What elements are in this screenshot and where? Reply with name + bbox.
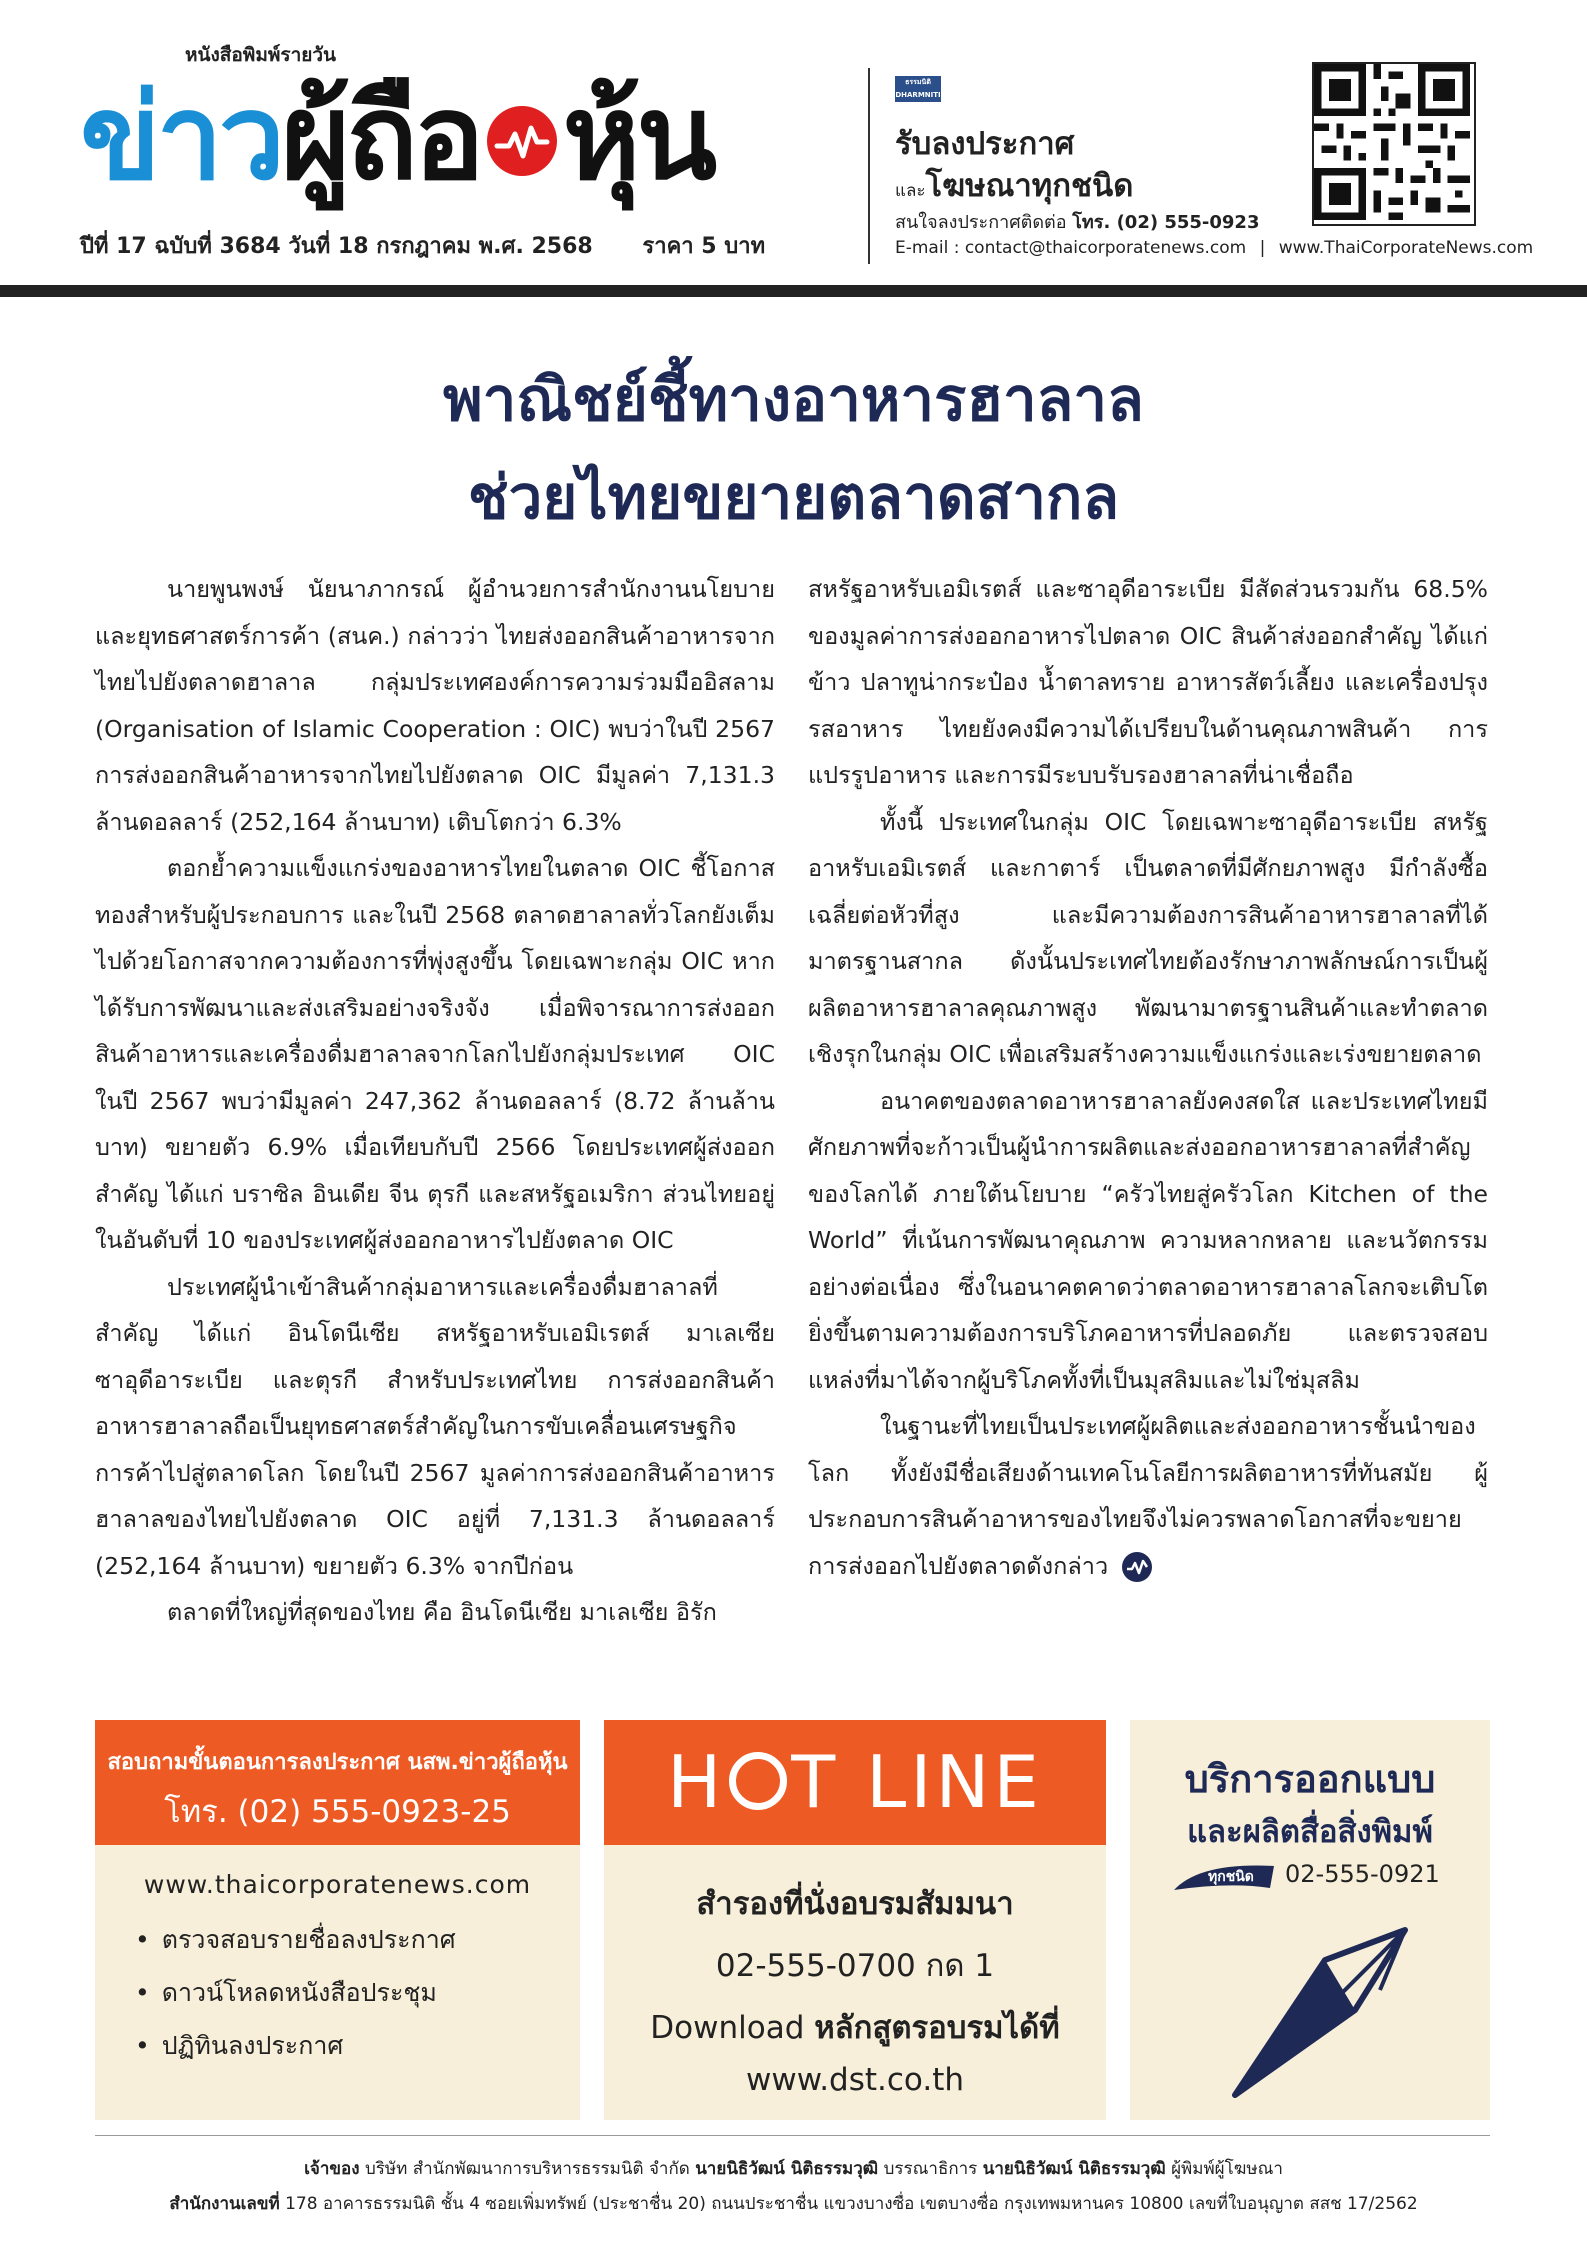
stock-chart-icon — [487, 106, 557, 176]
qr-code-icon[interactable] — [1312, 62, 1476, 226]
article-paragraph: สหรัฐอาหรับเอมิเรตส์ และซาอุดีอาระเบีย มีสัดส่วนรวมกัน 68.5% ของมูลค่าการส่งออกอาหารไปตลาด OIC สินค้าส่งออกสำคัญ ได้แก่ ข้าว ปลาทูน่ากระป๋อง น้ำตาลทราย อาหารสัตว์เลี้ยง และเครื่องปรุงรสอาหาร ไทยยังคงมีความได้เปรียบในด้านคุณภาพสินค้า การแปรรูปอาหาร และการมีระบบรับรองฮาลาลที่น่าเชื่อถือ — [808, 575, 1488, 789]
article-paragraph-text: ในฐานะที่ไทยเป็นประเทศผู้ผลิตและส่งออกอาหารชั้นนำของโลก ทั้งยังมีชื่อเสียงด้านเทคโนโลยีการผลิตอาหารที่ทันสมัย ผู้ประกอบการสินค้าอาหารของไทยจึงไม่ควรพลาดโอกาสที่จะขยายการส่งออกไปยังตลาดดังกล่าว — [808, 1412, 1488, 1580]
announcement-box-phone[interactable]: โทร. (02) 555-0923-25 — [164, 1794, 511, 1830]
article-paragraph-last — [808, 1403, 1488, 1589]
footer-publisher-name: นายนิธิวัฒน์ นิติธรรมวุฒิ — [982, 2159, 1166, 2179]
ad-email[interactable]: E-mail : contact@thaicorporatenews.com — [895, 238, 1247, 258]
print-service-badge-text: ทุกชนิด — [1208, 1869, 1254, 1885]
announcement-box-title: สอบถามขั้นตอนการลงประกาศ นสพ.ข่าวผู้ถือหุ้น — [107, 1750, 568, 1775]
footer-editor-name: นายนิธิวัฒน์ นิติธรรมวุฒิ — [695, 2159, 879, 2179]
phone-icon — [729, 1752, 787, 1810]
ad-email-separator: | — [1259, 238, 1266, 258]
masthead — [0, 0, 1587, 290]
issue-info — [80, 228, 765, 263]
print-service-title-2: และผลิตสื่อสิ่งพิมพ์ — [1187, 1814, 1433, 1850]
footer-line-1 — [0, 2155, 1587, 2182]
announcement-box-website[interactable]: www.thaicorporatenews.com — [143, 1870, 532, 1899]
issue-number-date: ปีที่ 17 ฉบับที่ 3684 วันที่ 18 กรกฎาคม พ.ศ. 2568 — [80, 234, 593, 259]
ad-line-2 — [895, 160, 1133, 210]
hotline-title-left: H — [667, 1740, 726, 1824]
logo-text-part3: หุ้น — [562, 68, 714, 206]
print-logo-icon — [1205, 1920, 1435, 2100]
footer-owner-label: เจ้าของ — [304, 2159, 360, 2179]
announcement-box-header — [95, 1720, 580, 1845]
dharmniti-logo-en: DHARMNITI — [895, 91, 941, 99]
article-column-right — [808, 566, 1488, 1589]
footer-office-address: 178 อาคารธรรมนิติ ชั้น 4 ซอยเพิ่มทรัพย์ (ประชาชื่น 20) ถนนประชาชื่น แขวงบางซื่อ เขตบางซื่อ กรุงเทพมหานคร 10800 เลขที่ใบอนุญาต สสช 17/2562 — [285, 2194, 1418, 2214]
footer-publisher-role: ผู้พิมพ์ผู้โฆษณา — [1171, 2159, 1283, 2179]
hotline-download-prefix: Download — [650, 2010, 805, 2046]
headline-line-2: ช่วยไทยขยายตลาดสากล — [467, 463, 1120, 533]
list-item[interactable]: • ปฏิทินลงประกาศ — [135, 2026, 456, 2079]
masthead-rule — [0, 285, 1587, 297]
hotline-box — [604, 1720, 1106, 2120]
print-service-title-1: บริการออกแบบ — [1184, 1757, 1436, 1801]
masthead-divider — [868, 68, 870, 264]
tagline: หนังสือพิมพ์รายวัน — [185, 44, 337, 66]
ad-contact — [895, 207, 1259, 236]
footer-line-2 — [0, 2190, 1587, 2217]
issue-price: ราคา 5 บาท — [642, 234, 766, 259]
article-paragraph: ตลาดที่ใหญ่ที่สุดของไทย คือ อินโดนีเซีย มาเลเซีย อิรัก — [167, 1598, 717, 1626]
ad-line-2-prefix: และ — [895, 181, 926, 201]
article-paragraph: ทั้งนี้ ประเทศในกลุ่ม OIC โดยเฉพาะซาอุดีอาระเบีย สหรัฐอาหรับเอมิเรตส์ และกาตาร์ เป็นตลาดที่มีศักยภาพสูง มีกำลังซื้อเฉลี่ยต่อหัวที่สูง และมีความต้องการสินค้าอาหารฮาลาลที่ได้มาตรฐานสากล ดังนั้นประเทศไทยต้องรักษาภาพลักษณ์การเป็นผู้ผลิตอาหารฮาลาลคุณภาพสูง พัฒนามาตรฐานสินค้าและทำตลาดเชิงรุกในกลุ่ม OIC เพื่อเสริมสร้างความแข็งแกร่งและเร่งขยายตลาด — [808, 807, 1488, 1068]
hotline-seminar-text: สำรองที่นั่งอบรมสัมมนา — [696, 1886, 1014, 1922]
list-item[interactable]: • ตรวจสอบรายชื่อลงประกาศ — [135, 1920, 456, 1973]
dharmniti-logo-th: ธรรมนิติ — [905, 78, 931, 86]
footer-owner: บริษัท สำนักพัฒนาการบริหารธรรมนิติ จำกัด — [364, 2159, 690, 2179]
print-service-box — [1130, 1720, 1490, 2120]
end-mark-icon — [1122, 1552, 1152, 1582]
hotline-title-right: T LINE — [791, 1740, 1043, 1824]
hotline-website[interactable]: www.dst.co.th — [745, 2062, 965, 2098]
logo-text-part1: ข่าว — [80, 68, 282, 206]
ad-line-1: รับลงประกาศ — [895, 126, 1075, 162]
list-item[interactable]: • ดาวน์โหลดหนังสือประชุม — [135, 1973, 456, 2026]
ad-contact-phone[interactable]: โทร. (02) 555-0923 — [1072, 212, 1260, 233]
article-paragraph: ประเทศผู้นำเข้าสินค้ากลุ่มอาหารและเครื่องดื่มฮาลาลที่สำคัญ ได้แก่ อินโดนีเซีย สหรัฐอาหรับเอมิเรตส์ มาเลเซีย ซาอุดีอาระเบีย และตุรกี สำหรับประเทศไทย การส่งออกสินค้าอาหารฮาลาลถือเป็นยุทธศาสตร์สำคัญในการขับเคลื่อนเศรษฐกิจการค้าไปสู่ตลาดโลก โดยในปี 2567 มูลค่าการส่งออกสินค้าอาหารฮาลาลของไทยไปยังตลาด OIC อยู่ที่ 7,131.3 ล้านดอลลาร์ (252,164 ล้านบาท) ขยายตัว 6.3% จากปีก่อน — [95, 1272, 775, 1580]
footer-rule — [95, 2135, 1490, 2136]
ad-line-2-text: โฆษณาทุกชนิด — [925, 168, 1134, 204]
hotline-title — [604, 1720, 1106, 1845]
hotline-phone[interactable]: 02-555-0700 กด 1 — [715, 1948, 995, 1984]
announcement-box — [95, 1720, 580, 2120]
footer-office-label: สำนักงานเลขที่ — [169, 2194, 280, 2214]
ad-website[interactable]: www.ThaiCorporateNews.com — [1278, 238, 1534, 258]
hotline-download-line — [604, 2002, 1106, 2052]
announcement-box-list — [135, 1920, 456, 2079]
print-service-badge — [1170, 1860, 1280, 1894]
ad-contact-prefix: สนใจลงประกาศติดต่อ — [895, 212, 1067, 233]
article-column-left — [95, 566, 775, 1636]
print-service-phone[interactable]: 02-555-0921 — [1285, 1860, 1440, 1888]
logo-text-part2: ผู้ถือ — [281, 68, 481, 206]
newspaper-logo — [80, 52, 713, 222]
ad-email-line — [895, 238, 1533, 258]
article-paragraph: นายพูนพงษ์ นัยนาภากรณ์ ผู้อำนวยการสำนักงานนโยบายและยุทธศาสตร์การค้า (สนค.) กล่าวว่า ไทยส่งออกสินค้าอาหารจากไทยไปยังตลาดฮาลาล กลุ่มประเทศองค์การความร่วมมืออิสลาม (Organisation of Islamic Cooperation : OIC) พบว่าในปี 2567 การส่งออกสินค้าอาหารจากไทยไปยังตลาด OIC มีมูลค่า 7,131.3 ล้านดอลลาร์ (252,164 ล้านบาท) เติบโตกว่า 6.3% — [95, 575, 775, 836]
footer-editor-role: บรรณาธิการ — [883, 2159, 978, 2179]
dharmniti-logo — [895, 76, 941, 102]
hotline-download-text: หลักสูตรอบรมได้ที่ — [814, 2010, 1060, 2046]
article-paragraph: ตอกย้ำความแข็งแกร่งของอาหารไทยในตลาด OIC ชี้โอกาสทองสำหรับผู้ประกอบการ และในปี 2568 ตลาดฮาลาลทั่วโลกยังเต็มไปด้วยโอกาสจากความต้องการที่พุ่งสูงขึ้น โดยเฉพาะกลุ่ม OIC หากได้รับการพัฒนาและส่งเสริมอย่างจริงจัง เมื่อพิจารณาการส่งออกสินค้าอาหารและเครื่องดื่มฮาลาลจากโลกไปยังกลุ่มประเทศ OIC ในปี 2567 พบว่ามีมูลค่า 247,362 ล้านดอลลาร์ (8.72 ล้านล้านบาท) ขยายตัว 6.9% เมื่อเทียบกับปี 2566 โดยประเทศผู้ส่งออกสำคัญ ได้แก่ บราซิล อินเดีย จีน ตุรกี และสหรัฐอเมริกา ส่วนไทยอยู่ในอันดับที่ 10 ของประเทศผู้ส่งออกอาหารไปยังตลาด OIC — [95, 854, 775, 1254]
article-paragraph: อนาคตของตลาดอาหารฮาลาลยังคงสดใส และประเทศไทยมีศักยภาพที่จะก้าวเป็นผู้นำการผลิตและส่งออกอาหารฮาลาลที่สำคัญของโลกได้ ภายใต้นโยบาย “ครัวไทยสู่ครัวโลก Kitchen of the World” ที่เน้นการพัฒนาคุณภาพ ความหลากหลาย และนวัตกรรมอย่างต่อเนื่อง ซึ่งในอนาคตคาดว่าตลาดอาหารฮาลาลโลกจะเติบโตยิ่งขึ้นตามความต้องการบริโภคอาหารที่ปลอดภัย และตรวจสอบแหล่งที่มาได้จากผู้บริโภคทั้งที่เป็นมุสลิมและไม่ใช่มุสลิม — [808, 1086, 1488, 1394]
headline-line-1: พาณิชย์ชี้ทางอาหารฮาลาล — [443, 365, 1144, 435]
